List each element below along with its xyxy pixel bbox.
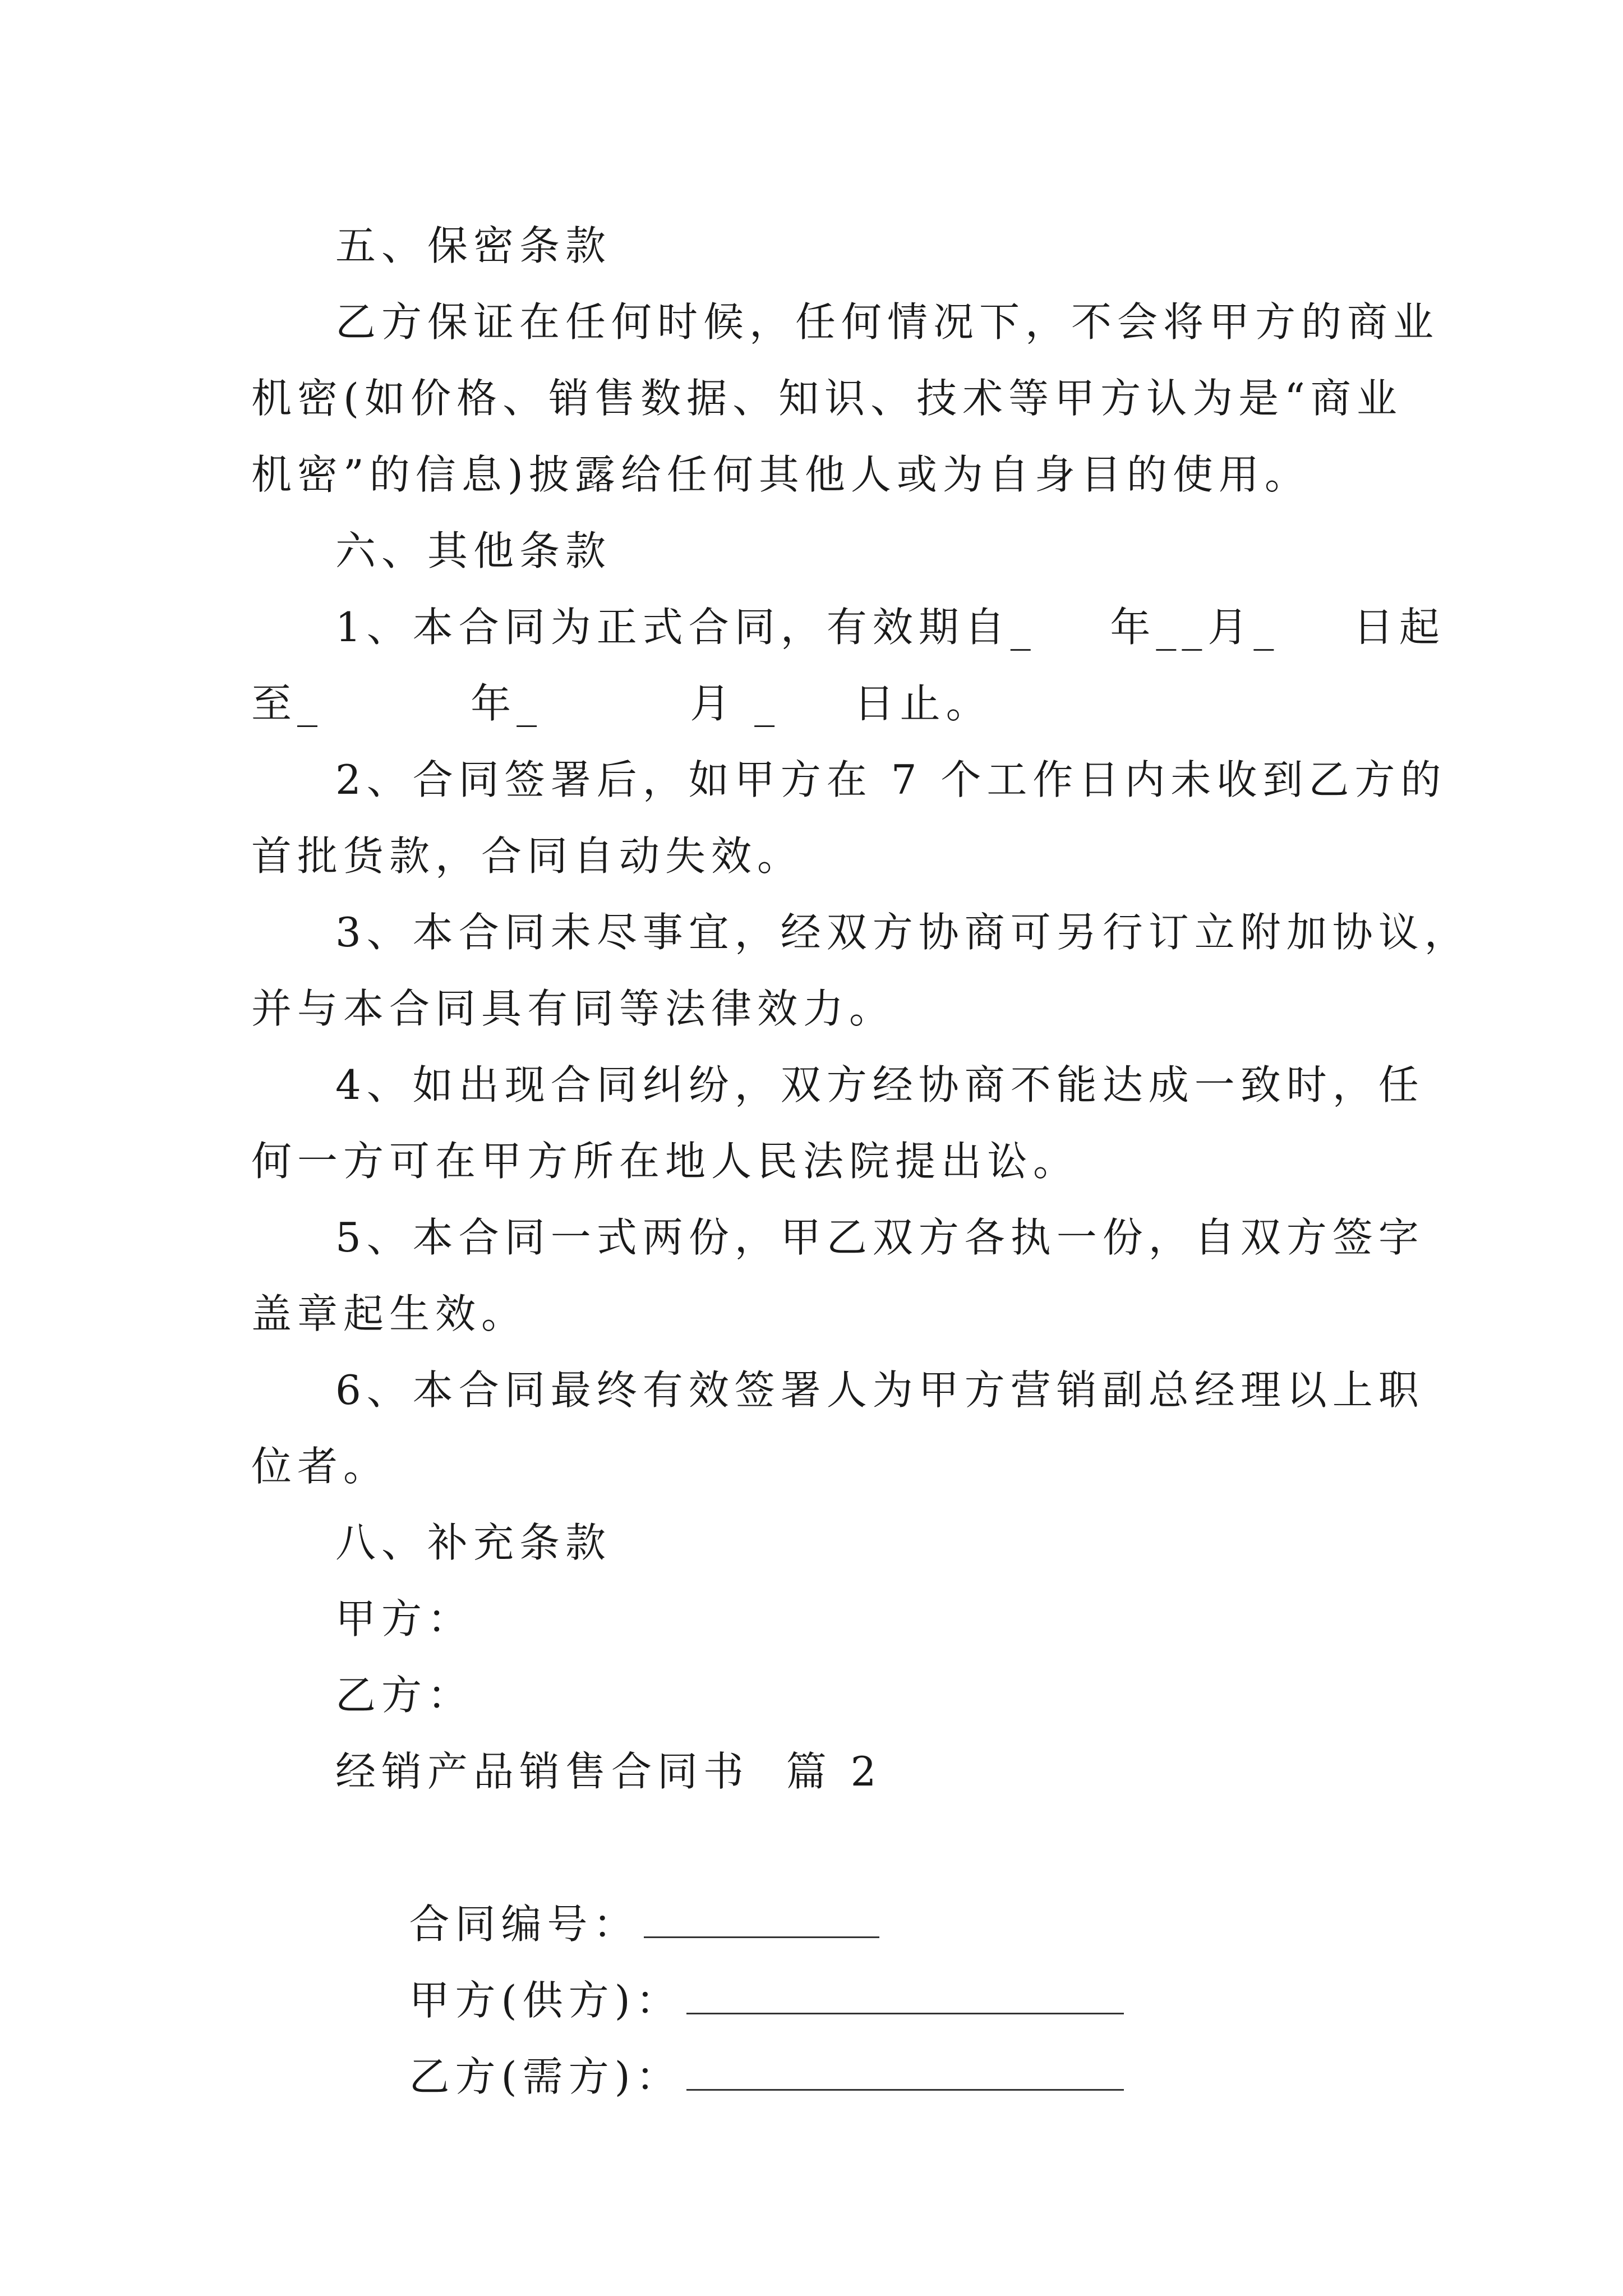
item6-line-2: 位者。 [251, 1443, 390, 1490]
contract2-title: 经销产品销售合同书 篇 2 [335, 1748, 882, 1795]
item1-line-2: 至_ 年_ 月 _ 日止。 [251, 680, 992, 727]
contract-number-label: 合同编号： [409, 1901, 639, 1948]
section6-title: 六、其他条款 [335, 527, 612, 574]
buyer-blank [686, 2055, 1124, 2091]
section8-title: 八、补充条款 [335, 1519, 612, 1566]
item3-line-1: 3、本合同未尽事宜，经双方协商可另行订立附加协议， [335, 909, 1470, 956]
supplier-label: 甲方(供方)： [409, 1977, 682, 2024]
section5-title: 五、保密条款 [335, 222, 612, 269]
section5-paragraph-line-2: 机密(如价格、销售数据、知识、技术等甲方认为是“商业 [251, 375, 1403, 422]
item5-line-2: 盖章起生效。 [251, 1290, 528, 1337]
party-b-label: 乙方： [335, 1672, 474, 1719]
contract-number-row [251, 1810, 1401, 1948]
item2-line-2: 首批货款，合同自动失效。 [251, 832, 804, 880]
item5-line-1: 5、本合同一式两份，甲乙双方各执一份，自双方签字 [335, 1214, 1424, 1261]
item6-line-1: 6、本合同最终有效签署人为甲方营销副总经理以上职 [335, 1366, 1424, 1414]
contract-number-blank [644, 1903, 879, 1938]
buyer-label: 乙方(需方)： [409, 2053, 682, 2100]
item4-line-1: 4、如出现合同纠纷，双方经协商不能达成一致时，任 [335, 1061, 1424, 1108]
supplier-blank [686, 1979, 1124, 2014]
section5-paragraph-line-3: 机密”的信息)披露给任何其他人或为自身目的使用。 [251, 451, 1311, 498]
item1-line-1: 1、本合同为正式合同，有效期自_ 年__月_ 日起 [335, 604, 1445, 651]
section5-paragraph-line-1: 乙方保证在任何时候，任何情况下，不会将甲方的商业 [335, 298, 1440, 346]
party-a-label: 甲方： [335, 1595, 474, 1642]
document-page [251, 208, 1470, 2100]
item4-line-2: 何一方可在甲方所在地人民法院提出讼。 [251, 1138, 1080, 1185]
item3-line-2: 并与本合同具有同等法律效力。 [251, 985, 896, 1032]
item2-line-1: 2、合同签署后，如甲方在 7 个工作日内未收到乙方的 [335, 756, 1447, 803]
